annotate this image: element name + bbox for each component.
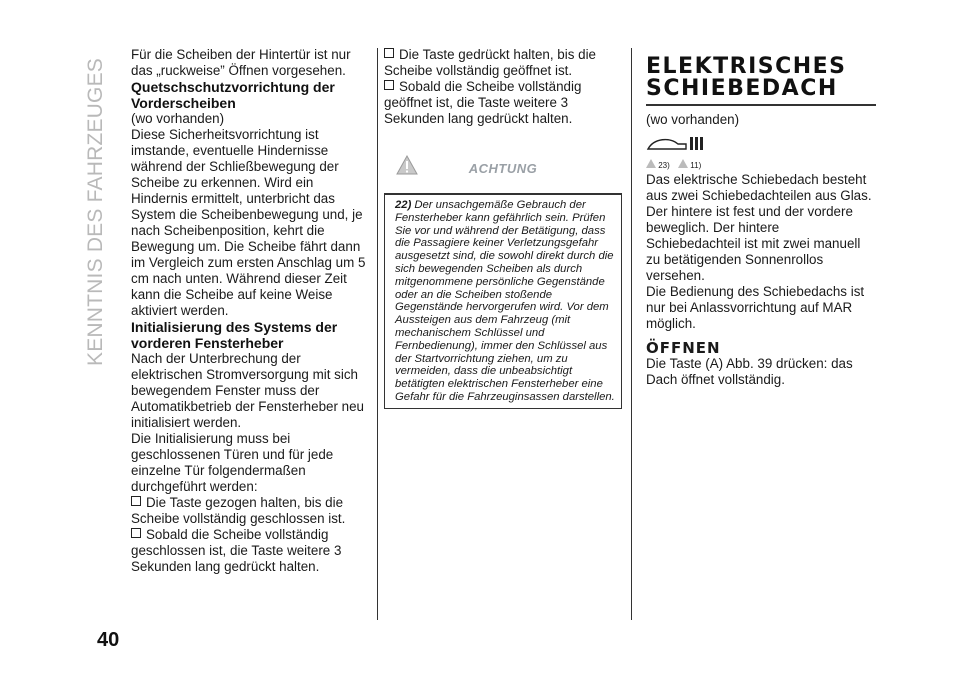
bullet-item (384, 47, 622, 79)
checkbox-bullet-icon (131, 528, 141, 538)
warning-reference: 23) (658, 161, 670, 170)
sunroof-icon (646, 134, 706, 154)
warning-small-icon (646, 159, 656, 168)
paragraph: Diese Sicherheitsvorrichtung ist imstande, eventuelle Hindernisse während der Schließbewegung der Scheibe zu erkennen. Wird ein Hindernis ermittelt, unterbricht das System die Scheibenbewegung und, je nach Scheibenposition, kehrt die Bewegung um. Die Scheibe fährt dann im Vergleich zum ersten Anschlag um 5 cm nach unten. Während dieser Zeit kann die Scheibe auf keine Weise aktiviert werden. (131, 127, 366, 318)
checkbox-bullet-icon (384, 48, 394, 58)
checkbox-bullet-icon (384, 80, 394, 90)
equipment-icon-row (646, 134, 876, 154)
section-heading: Initialisierung des Systems der vorderen Fensterheber (131, 319, 338, 351)
chapter-heading-line: ELEKTRISCHES (646, 54, 847, 79)
paragraph: Für die Scheiben der Hintertür ist nur das „ruckweise” Öffnen vorgesehen. (131, 47, 351, 78)
side-chapter-title-text: KENNTNIS DES FAHRZEUGES (84, 58, 107, 366)
page-number: 40 (97, 629, 120, 651)
bullet-text: Die Taste gedrückt halten, bis die Scheibe vollständig geöffnet ist. (384, 47, 597, 78)
warning-body-text: Der unsachgemäße Gebrauch der Fensterheber kann gefährlich sein. Prüfen Sie vor und während der Betätigung, dass die Passagiere keiner Verletzungsgefahr ausgesetzt sind, die sowohl direkt durch die sich bewegenden Scheiben als durch mitgenommene persönliche Gegenstände oder an die Scheiben stoßende Gegenstände hervorgerufen wird. Vor dem Aussteigen aus dem Fahrzeug (mit mechanischem Schlüssel und Fernbedienung), immer den Schlüssel aus der Startvorrichtung ziehen, um zu vermeiden, dass die unbeabsichtigt betätigten elektrischen Fensterheber eine Gefahr für die Fahrzeuginsassen darstellen. (395, 199, 615, 403)
paragraph: Die Initialisierung muss bei geschlossenen Türen und für jede einzelne Tür folgendermaßen durchgeführt werden: (131, 431, 334, 494)
warning-text (384, 193, 622, 409)
reference-row (646, 158, 876, 172)
paragraph: (wo vorhanden) (131, 111, 225, 126)
chapter-heading (646, 56, 876, 100)
bullet-item (131, 495, 367, 527)
section-heading: ÖFFNEN (646, 339, 721, 357)
bullet-text: Sobald die Scheibe vollständig geschlossen ist, die Taste weitere 3 Sekunden lang gedrückt halten. (131, 527, 342, 574)
side-chapter-title (80, 58, 112, 366)
heading-rule (646, 104, 876, 106)
paragraph: Die Taste (A) Abb. 39 drücken: das Dach öffnet vollständig. (646, 356, 853, 387)
column-divider (631, 48, 632, 620)
bullet-text: Die Taste gezogen halten, bis die Scheibe vollständig geschlossen ist. (131, 495, 346, 526)
column-1 (131, 47, 367, 575)
checkbox-bullet-icon (131, 496, 141, 506)
warning-header (384, 151, 622, 185)
paragraph: Nach der Unterbrechung der elektrischen Stromversorgung mit sich bewegendem Fenster muss der Automatikbetrieb der Fensterheber neu initialisiert werden. (131, 351, 364, 430)
paragraph: (wo vorhanden) (646, 112, 740, 127)
column-2 (384, 47, 622, 409)
caution-reference: 11) (690, 161, 702, 170)
warning-box (384, 151, 622, 409)
bullet-item (384, 79, 622, 127)
column-divider (377, 48, 378, 620)
paragraph: Die Bedienung des Schiebedachs ist nur bei Anlassvorrichtung auf MAR möglich. (646, 284, 865, 331)
bullet-item (131, 527, 367, 575)
caution-small-icon (678, 159, 688, 168)
chapter-heading-line: SCHIEBEDACH (646, 76, 838, 101)
warning-number: 22) (395, 199, 412, 211)
paragraph: Das elektrische Schiebedach besteht aus zwei Schiebedachteilen aus Glas. Der hintere ist fest und der vordere beweglich. Der hintere Schiebedachteil ist mit zwei manuell zu betätigenden Sonnenrollos versehen. (646, 172, 872, 283)
section-heading: Quetschschutzvorrichtung der Vorderscheiben (131, 79, 335, 111)
column-3 (646, 47, 876, 388)
warning-title: ACHTUNG (468, 161, 538, 176)
bullet-text: Sobald die Scheibe vollständig geöffnet ist, die Taste weitere 3 Sekunden lang gedrückt halten. (384, 79, 582, 126)
